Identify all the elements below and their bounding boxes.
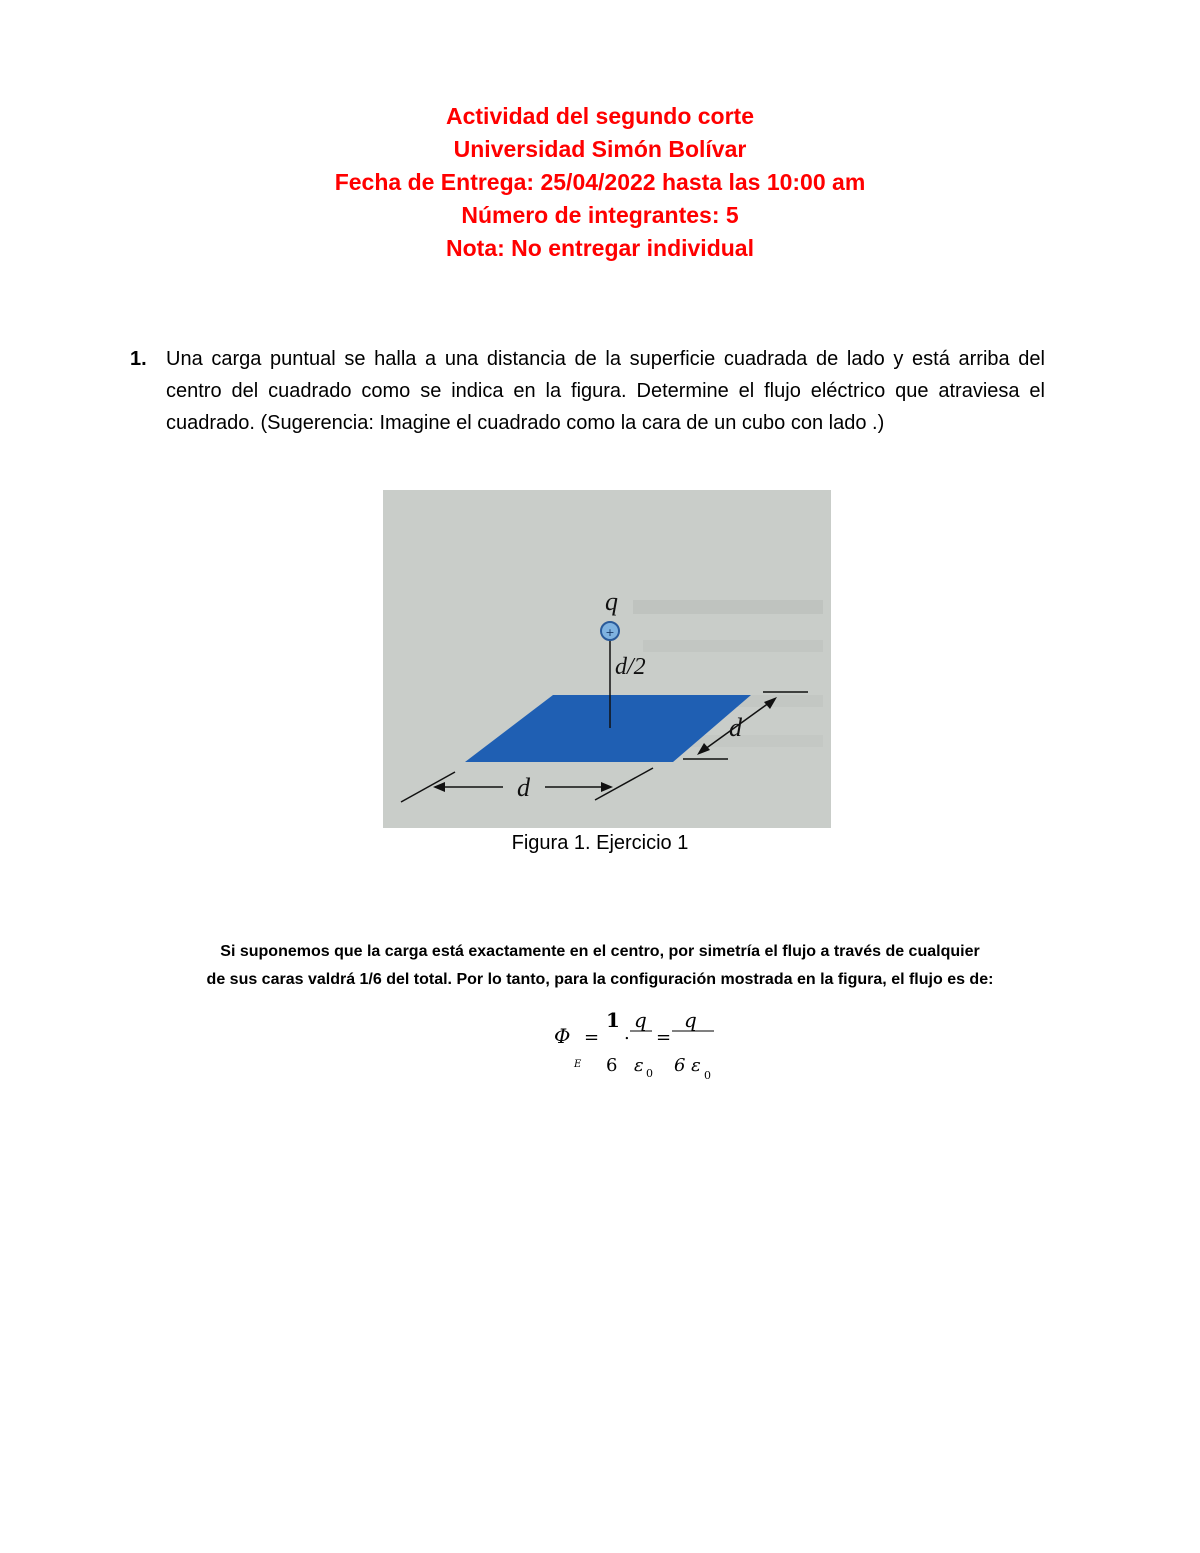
half-distance-label: d/2: [615, 654, 646, 680]
figure-illustration: [383, 490, 831, 828]
header-members: Número de integrantes: 5: [461, 202, 739, 228]
figure-charge-over-square: [383, 490, 831, 828]
fraction-3-subscript: 0: [704, 1069, 711, 1082]
header-due-date: Fecha de Entrega: 25/04/2022 hasta las 10:00 am: [334, 169, 866, 195]
document-header: [0, 100, 1200, 265]
header-note: Nota: No entregar individual: [446, 235, 754, 261]
side-d-label: d: [729, 713, 742, 742]
svg-text:+: +: [605, 626, 615, 639]
fraction-1-numerator: 1: [606, 1008, 620, 1032]
problem-text: Una carga puntual se halla a una distancia de la superficie cuadrada de lado y está arriba del centro del cuadrado como se indica en la figura. Determine el flujo eléctrico que atraviesa el cuadrado. (Sugerencia: Imagine el cuadrado como la cara de un cubo con lado .): [166, 348, 1045, 434]
equals-1: =: [584, 1027, 600, 1048]
phi-symbol: Φ: [554, 1024, 571, 1048]
fraction-2-numerator: q: [634, 1008, 647, 1032]
problem-1: [130, 343, 1045, 439]
problem-number: 1.: [130, 348, 147, 370]
multiply-dot: .: [624, 1023, 630, 1044]
solution-line-1: Si suponemos que la carga está exactamente en el centro, por simetría el flujo a través de cualquier: [220, 943, 980, 960]
fraction-2-denominator: ε: [634, 1055, 644, 1076]
formula-graphic: [548, 1005, 728, 1085]
solution-line-2: de sus caras valdrá 1/6 del total. Por lo tanto, para la configuración mostrada en la figura, el flujo es de:: [206, 971, 994, 988]
header-university: Universidad Simón Bolívar: [453, 136, 747, 162]
figure-caption: Figura 1. Ejercicio 1: [511, 832, 689, 854]
header-title: Actividad del segundo corte: [446, 103, 754, 129]
equals-2: =: [656, 1027, 672, 1048]
solution-text: [0, 938, 1200, 994]
phi-subscript: E: [574, 1059, 582, 1070]
fraction-3-numerator: q: [684, 1008, 697, 1032]
fraction-3-denominator: 6 ε: [674, 1055, 701, 1076]
charge-label: q: [605, 587, 618, 616]
fraction-1-denominator: 6: [606, 1055, 618, 1076]
bottom-d-label: d: [517, 773, 530, 802]
figure-background: [383, 490, 831, 828]
fraction-2-subscript: 0: [646, 1067, 653, 1080]
flux-formula: [548, 1005, 728, 1085]
